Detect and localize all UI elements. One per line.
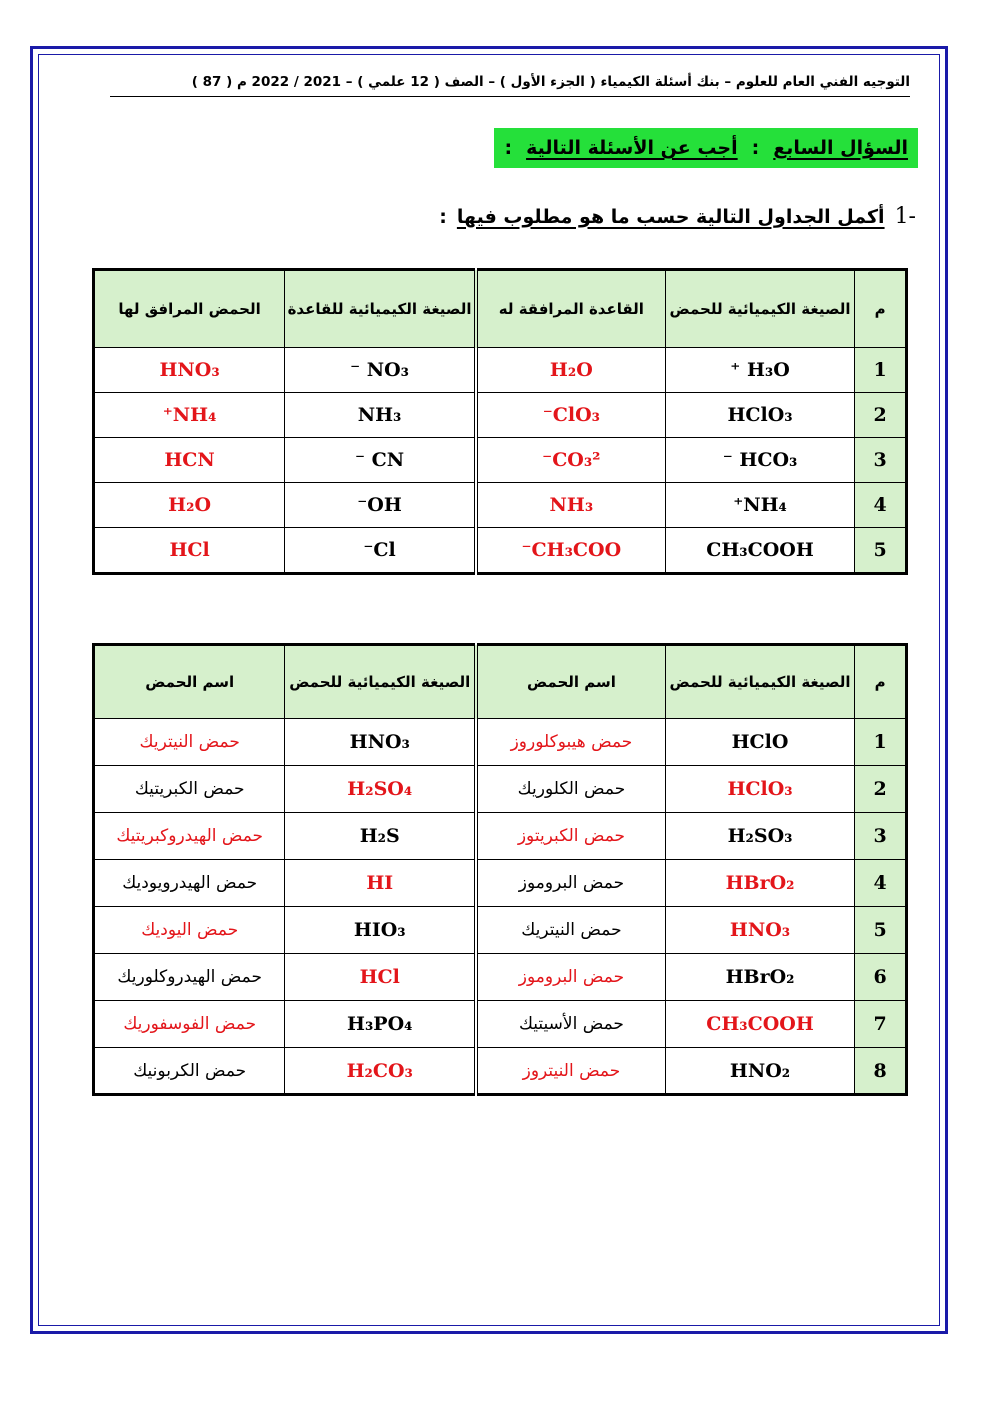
table-row xyxy=(94,348,907,393)
acid-formula-cell: HNO₂ xyxy=(665,1048,854,1095)
acid-formula-cell: HBrO₂ xyxy=(665,954,854,1001)
conjugate-base-cell: ClO₃⁻ xyxy=(476,393,665,438)
header-acid-formula: الصيغة الكيميائية للحمض xyxy=(665,645,854,719)
conjugate-base-cell: CO₃²⁻ xyxy=(476,438,665,483)
header-conjugate-base: القاعدة المرافقة له xyxy=(476,270,665,348)
acid-formula-cell: HNO₃ xyxy=(665,907,854,954)
question-seven-banner xyxy=(494,128,918,168)
question-one-text: أكمل الجداول التالية حسب ما هو مطلوب فيها xyxy=(456,205,885,228)
conjugate-base-cell: NH₃ xyxy=(476,483,665,528)
base-formula-cell: NO₃ ⁻ xyxy=(285,348,476,393)
acid-formula-cell-2: HI xyxy=(285,860,476,907)
base-formula-cell: OH⁻ xyxy=(285,483,476,528)
header-acid-formula: الصيغة الكيميائية للحمض xyxy=(665,270,854,348)
acid-name-cell: حمض البروموز xyxy=(476,954,665,1001)
conjugate-acid-cell: H₂O xyxy=(94,483,285,528)
base-formula-cell: CN ⁻ xyxy=(285,438,476,483)
header-index: م xyxy=(855,270,907,348)
acid-formula-cell: H₃O ⁺ xyxy=(665,348,854,393)
acid-formula-cell-2: H₂SO₄ xyxy=(285,766,476,813)
acid-name-cell: حمض الكلوريك xyxy=(476,766,665,813)
row-index: 2 xyxy=(855,393,907,438)
header-base-formula: الصيغة الكيميائية للقاعدة xyxy=(285,270,476,348)
base-formula-cell: Cl⁻ xyxy=(285,528,476,574)
row-index: 1 xyxy=(855,719,907,766)
table-row xyxy=(94,766,907,813)
table-row xyxy=(94,438,907,483)
row-index: 3 xyxy=(855,813,907,860)
conjugate-acid-cell: HNO₃ xyxy=(94,348,285,393)
acid-formula-cell: HClO₃ xyxy=(665,393,854,438)
acid-name-cell: حمض الكبريتوز xyxy=(476,813,665,860)
acid-name-cell-2: حمض الكبريتيك xyxy=(94,766,285,813)
acid-name-cell-2: حمض النيتريك xyxy=(94,719,285,766)
question-seven-separator: : xyxy=(751,137,760,159)
row-index: 6 xyxy=(855,954,907,1001)
row-index: 3 xyxy=(855,438,907,483)
acid-name-cell-2: حمض الهيدروكبريتيك xyxy=(94,813,285,860)
acid-name-cell-2: حمض اليوديك xyxy=(94,907,285,954)
acid-formula-cell: HBrO₂ xyxy=(665,860,854,907)
table-row xyxy=(94,719,907,766)
question-one xyxy=(439,204,916,229)
acid-formula-cell: CH₃COOH xyxy=(665,1001,854,1048)
row-index: 8 xyxy=(855,1048,907,1095)
page-header: التوجيه الفني العام للعلوم – بنك أسئلة الكيمياء ( الجزء الأول ) – الصف ( 12 علمي ) – 2021 / 2022 م ( 87 ) xyxy=(191,74,910,90)
question-seven-instruction: أجب عن الأسئلة التالية xyxy=(526,137,738,159)
acid-formula-cell-2: H₂S xyxy=(285,813,476,860)
acid-name-cell: حمض النيتروز xyxy=(476,1048,665,1095)
header-index: م xyxy=(855,645,907,719)
acid-formula-cell-2: HCl xyxy=(285,954,476,1001)
question-seven-title: السؤال السابع xyxy=(773,137,908,159)
acid-formula-cell: H₂SO₃ xyxy=(665,813,854,860)
acid-name-cell: حمض هيبوكلوروز xyxy=(476,719,665,766)
conjugate-pairs-table xyxy=(92,268,908,575)
acid-formula-cell: CH₃COOH xyxy=(665,528,854,574)
row-index: 7 xyxy=(855,1001,907,1048)
conjugate-acid-cell: HCl xyxy=(94,528,285,574)
acid-names-table xyxy=(92,643,908,1096)
base-formula-cell: NH₃ xyxy=(285,393,476,438)
acid-name-cell: حمض البروموز xyxy=(476,860,665,907)
acid-formula-cell-2: H₃PO₄ xyxy=(285,1001,476,1048)
header-acid-name: اسم الحمض xyxy=(476,645,665,719)
table-header-row xyxy=(94,645,907,719)
row-index: 2 xyxy=(855,766,907,813)
header-rule xyxy=(110,96,910,97)
table-row xyxy=(94,1048,907,1095)
table-row xyxy=(94,528,907,574)
header-conjugate-acid: الحمض المرافق لها xyxy=(94,270,285,348)
acid-name-cell-2: حمض الفوسفوريك xyxy=(94,1001,285,1048)
conjugate-acid-cell: HCN xyxy=(94,438,285,483)
table-row xyxy=(94,907,907,954)
acid-formula-cell: HClO₃ xyxy=(665,766,854,813)
table-header-row xyxy=(94,270,907,348)
acid-formula-cell: NH₄⁺ xyxy=(665,483,854,528)
acid-formula-cell-2: HNO₃ xyxy=(285,719,476,766)
conjugate-acid-cell: NH₄⁺ xyxy=(94,393,285,438)
question-seven-colon: : xyxy=(504,137,513,159)
table-row xyxy=(94,483,907,528)
row-index: 4 xyxy=(855,483,907,528)
acid-formula-cell: HClO xyxy=(665,719,854,766)
row-index: 5 xyxy=(855,907,907,954)
acid-formula-cell: HCO₃ ⁻ xyxy=(665,438,854,483)
conjugate-base-cell: CH₃COO⁻ xyxy=(476,528,665,574)
header-acid-name-2: اسم الحمض xyxy=(94,645,285,719)
question-one-number: 1- xyxy=(894,204,916,229)
acid-formula-cell-2: HIO₃ xyxy=(285,907,476,954)
table-row xyxy=(94,1001,907,1048)
acid-name-cell-2: حمض الهيدروكلوريك xyxy=(94,954,285,1001)
row-index: 5 xyxy=(855,528,907,574)
header-acid-formula-2: الصيغة الكيميائية للحمض xyxy=(285,645,476,719)
acid-name-cell-2: حمض الهيدرويوديك xyxy=(94,860,285,907)
row-index: 1 xyxy=(855,348,907,393)
table-row xyxy=(94,813,907,860)
acid-name-cell-2: حمض الكربونيك xyxy=(94,1048,285,1095)
acid-name-cell: حمض النيتريك xyxy=(476,907,665,954)
acid-name-cell: حمض الأسيتيك xyxy=(476,1001,665,1048)
table-row xyxy=(94,393,907,438)
conjugate-base-cell: H₂O xyxy=(476,348,665,393)
table-row xyxy=(94,860,907,907)
acid-formula-cell-2: H₂CO₃ xyxy=(285,1048,476,1095)
table-row xyxy=(94,954,907,1001)
question-one-colon: : xyxy=(439,205,447,228)
row-index: 4 xyxy=(855,860,907,907)
